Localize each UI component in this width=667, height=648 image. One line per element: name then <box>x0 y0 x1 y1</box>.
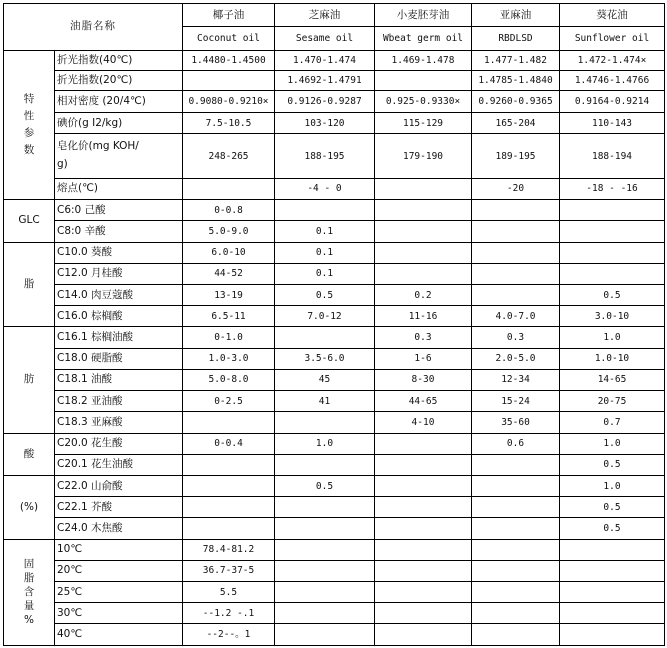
fatty-acid-row <box>4 284 665 305</box>
fatty-acid-row <box>4 242 665 263</box>
oil-en-name: Coconut oil <box>183 27 275 50</box>
fatty-acid-value: 0.2 <box>375 284 472 305</box>
group-label-char: 参 <box>23 126 35 139</box>
temperature-label: 10℃ <box>55 539 183 560</box>
fatty-acid-value: 0.1 <box>275 221 375 242</box>
property-row <box>4 70 665 90</box>
fatty-acid-value <box>275 200 375 221</box>
fatty-acid-value: 0.3 <box>375 327 472 348</box>
table-body <box>4 4 665 646</box>
fatty-acid-value: 8-30 <box>375 369 472 390</box>
temperature-label: 25℃ <box>55 582 183 603</box>
fatty-acid-value: 12-34 <box>472 369 560 390</box>
group-label-char: % <box>24 614 34 627</box>
fatty-acid-value: 4-10 <box>375 412 472 433</box>
fatty-acid-value <box>275 518 375 539</box>
fatty-acid-value <box>375 454 472 475</box>
fatty-acid-row <box>4 200 665 221</box>
property-value: 1.4480-1.4500 <box>183 50 275 70</box>
fatty-acid-label: C22.0 山俞酸 <box>55 475 183 496</box>
fatty-acid-value <box>183 475 275 496</box>
fatty-acid-value <box>275 497 375 518</box>
solid-fat-value <box>275 560 375 581</box>
fatty-acid-row <box>4 412 665 433</box>
group-label-char: 量 <box>23 600 35 613</box>
fatty-acid-value: 0-1.0 <box>183 327 275 348</box>
fatty-acid-value <box>560 263 665 284</box>
property-label-text: 相对密度 (20/4℃) <box>57 95 146 108</box>
property-value: 115-129 <box>375 113 472 134</box>
property-label <box>55 50 183 70</box>
oil-cn-name: 椰子油 <box>183 4 275 27</box>
fatty-acid-value: 1.0 <box>560 433 665 454</box>
fatty-acid-value: 3.5-6.0 <box>275 348 375 369</box>
property-value <box>183 178 275 199</box>
fatty-acid-value: 1.0 <box>560 475 665 496</box>
oil-properties-table <box>3 3 665 646</box>
fatty-acid-value: 15-24 <box>472 391 560 412</box>
fatty-acid-value <box>375 242 472 263</box>
property-row <box>4 134 665 178</box>
solid-fat-value: 36.7-37-5 <box>183 560 275 581</box>
property-value: 1.4746-1.4766 <box>560 70 665 90</box>
oil-en-name: Wbeat germ oil <box>375 27 472 50</box>
property-label-text: 折光指数(40℃) <box>57 53 133 66</box>
fatty-acid-value: 5.0-9.0 <box>183 221 275 242</box>
fatty-acid-value: 0.5 <box>275 284 375 305</box>
property-value: 0.9080-0.9210× <box>183 90 275 112</box>
solid-fat-value <box>472 624 560 646</box>
oil-en-name: RBDLSD <box>472 27 560 50</box>
solid-fat-value <box>560 603 665 624</box>
fatty-acid-value <box>183 518 275 539</box>
fatty-acid-value: 0.5 <box>560 518 665 539</box>
solid-fat-row <box>4 603 665 624</box>
fatty-acid-value: 1.0-3.0 <box>183 348 275 369</box>
fatty-acid-value: 6.5-11 <box>183 306 275 327</box>
fatty-acid-value: 11-16 <box>375 306 472 327</box>
solid-fat-value <box>275 582 375 603</box>
fatty-acid-label: C6:0 己酸 <box>55 200 183 221</box>
property-value: 1.472-1.474× <box>560 50 665 70</box>
fatty-acid-value: 0-2.5 <box>183 391 275 412</box>
fatty-acid-value <box>472 454 560 475</box>
solid-fat-value: --2--。1 <box>183 624 275 646</box>
fatty-acid-value: 1.0 <box>275 433 375 454</box>
fatty-acid-value <box>375 475 472 496</box>
solid-fat-value <box>560 539 665 560</box>
property-label-text-cont: g) <box>57 158 68 171</box>
property-value: 0.925-0.9330× <box>375 90 472 112</box>
fatty-acid-row <box>4 391 665 412</box>
fatty-acid-row <box>4 306 665 327</box>
fatty-acid-label: C18.0 硬脂酸 <box>55 348 183 369</box>
fatty-acid-value <box>375 263 472 284</box>
property-row <box>4 113 665 134</box>
fatty-acid-row <box>4 454 665 475</box>
fatty-acid-value <box>375 497 472 518</box>
fatty-acid-value <box>472 263 560 284</box>
fatty-acid-group-label: 酸 <box>4 433 55 475</box>
property-value: -20 <box>472 178 560 199</box>
property-label-text: 碘价(g I2/kg) <box>57 116 123 129</box>
fatty-acid-value <box>472 518 560 539</box>
property-label <box>55 113 183 134</box>
fatty-acid-value: 0.5 <box>560 497 665 518</box>
fatty-acid-group-label: GLC <box>4 200 55 242</box>
solid-fat-value <box>472 603 560 624</box>
group-label-char: 数 <box>23 143 35 156</box>
solid-fat-row <box>4 624 665 646</box>
fatty-acid-value <box>375 221 472 242</box>
fatty-acid-label: C12.0 月桂酸 <box>55 263 183 284</box>
solid-fat-value <box>375 539 472 560</box>
solid-fat-value <box>472 582 560 603</box>
solid-fat-value <box>560 560 665 581</box>
fatty-acid-label: C8:0 辛酸 <box>55 221 183 242</box>
fatty-acid-label: C10.0 葵酸 <box>55 242 183 263</box>
property-value <box>375 178 472 199</box>
fatty-acid-value: 1.0 <box>560 327 665 348</box>
fatty-acid-row <box>4 369 665 390</box>
solid-fat-value: 78.4-81.2 <box>183 539 275 560</box>
property-row <box>4 50 665 70</box>
property-value: 165-204 <box>472 113 560 134</box>
fatty-acid-value: 0-0.8 <box>183 200 275 221</box>
group-label-char: 特 <box>23 92 35 105</box>
fatty-acid-value: 0.5 <box>560 454 665 475</box>
property-label <box>55 134 183 178</box>
solid-fat-value <box>275 603 375 624</box>
fatty-acid-value: 41 <box>275 391 375 412</box>
fatty-acid-value: 44-65 <box>375 391 472 412</box>
fatty-acid-value: 14-65 <box>560 369 665 390</box>
solid-fat-value <box>472 560 560 581</box>
fatty-acid-value: 1-6 <box>375 348 472 369</box>
fatty-acid-value: 1.0-10 <box>560 348 665 369</box>
property-value: 7.5-10.5 <box>183 113 275 134</box>
solid-fat-group-label <box>4 539 55 645</box>
fatty-acid-value <box>560 221 665 242</box>
fatty-acid-value <box>472 284 560 305</box>
solid-fat-value: 5.5 <box>183 582 275 603</box>
solid-fat-row <box>4 582 665 603</box>
fatty-acid-row <box>4 263 665 284</box>
fatty-acid-value <box>183 412 275 433</box>
fatty-acid-label: C24.0 木焦酸 <box>55 518 183 539</box>
fatty-acid-value <box>275 412 375 433</box>
fatty-acid-value <box>275 327 375 348</box>
property-value: 110-143 <box>560 113 665 134</box>
fatty-acid-value <box>560 200 665 221</box>
fatty-acid-label: C18.1 油酸 <box>55 369 183 390</box>
fatty-acid-value: 4.0-7.0 <box>472 306 560 327</box>
fatty-acid-value: 0.1 <box>275 242 375 263</box>
fatty-acid-value: 2.0-5.0 <box>472 348 560 369</box>
property-value: 248-265 <box>183 134 275 178</box>
temperature-label: 20℃ <box>55 560 183 581</box>
fatty-acid-label: C18.2 亚油酸 <box>55 391 183 412</box>
fatty-acid-value: 20-75 <box>560 391 665 412</box>
property-value: 179-190 <box>375 134 472 178</box>
property-label <box>55 90 183 112</box>
fatty-acid-group-label: (%) <box>4 475 55 539</box>
fatty-acid-value <box>183 497 275 518</box>
fatty-acid-value: 0.6 <box>472 433 560 454</box>
solid-fat-value <box>375 603 472 624</box>
oil-cn-name: 小麦胚芽油 <box>375 4 472 27</box>
fatty-acid-group-label: 肪 <box>4 327 55 433</box>
property-value: 1.4785-1.4840 <box>472 70 560 90</box>
temperature-label: 30℃ <box>55 603 183 624</box>
fatty-acid-row <box>4 327 665 348</box>
fatty-acid-value <box>375 433 472 454</box>
fatty-acid-value <box>275 454 375 475</box>
fatty-acid-value: 0.1 <box>275 263 375 284</box>
fatty-acid-value <box>375 518 472 539</box>
fatty-acid-value: 0.5 <box>560 284 665 305</box>
property-value: 1.469-1.478 <box>375 50 472 70</box>
fatty-acid-row <box>4 433 665 454</box>
property-value: 103-120 <box>275 113 375 134</box>
property-value: 1.4692-1.4791 <box>275 70 375 90</box>
property-label-text: 熔点(℃) <box>57 182 98 195</box>
group-label-char: 固 <box>23 558 35 571</box>
group-label-char: 含 <box>23 586 35 599</box>
fatty-acid-value: 3.0-10 <box>560 306 665 327</box>
property-value <box>375 70 472 90</box>
property-value: 1.470-1.474 <box>275 50 375 70</box>
solid-fat-value <box>275 539 375 560</box>
property-value: 189-195 <box>472 134 560 178</box>
fatty-acid-value: 13-19 <box>183 284 275 305</box>
fatty-acid-value: 45 <box>275 369 375 390</box>
oil-cn-name: 葵花油 <box>560 4 665 27</box>
property-value: 0.9164-0.9214 <box>560 90 665 112</box>
temperature-label: 40℃ <box>55 624 183 646</box>
property-value: 0.9260-0.9365 <box>472 90 560 112</box>
fatty-acid-label: C22.1 芥酸 <box>55 497 183 518</box>
fatty-acid-value: 0.5 <box>275 475 375 496</box>
solid-fat-value <box>560 624 665 646</box>
property-label <box>55 178 183 199</box>
fatty-acid-value: 7.0-12 <box>275 306 375 327</box>
solid-fat-value <box>472 539 560 560</box>
fatty-acid-row <box>4 518 665 539</box>
fatty-acid-value: 0-0.4 <box>183 433 275 454</box>
fatty-acid-label: C18.3 亚麻酸 <box>55 412 183 433</box>
properties-group-label <box>4 50 55 200</box>
fatty-acid-value: 35-60 <box>472 412 560 433</box>
property-label <box>55 70 183 90</box>
fatty-acid-value <box>472 200 560 221</box>
property-value: 0.9126-0.9287 <box>275 90 375 112</box>
property-row <box>4 90 665 112</box>
fatty-acid-value <box>472 475 560 496</box>
fatty-acid-value: 0.7 <box>560 412 665 433</box>
fatty-acid-value: 6.0-10 <box>183 242 275 263</box>
fatty-acid-label: C14.0 肉豆蔻酸 <box>55 284 183 305</box>
solid-fat-value: --1.2 -.1 <box>183 603 275 624</box>
fatty-acid-value <box>183 454 275 475</box>
solid-fat-row <box>4 560 665 581</box>
property-value: 188-194 <box>560 134 665 178</box>
fatty-acid-value <box>472 242 560 263</box>
solid-fat-value <box>560 582 665 603</box>
fatty-acid-value: 5.0-8.0 <box>183 369 275 390</box>
header-row <box>4 4 665 27</box>
oil-name-header: 油脂名称 <box>4 4 183 51</box>
solid-fat-value <box>275 624 375 646</box>
group-label-char: 性 <box>23 109 35 122</box>
fatty-acid-row <box>4 348 665 369</box>
fatty-acid-value: 0.3 <box>472 327 560 348</box>
oil-en-name: Sesame oil <box>275 27 375 50</box>
property-value: -18 - -16 <box>560 178 665 199</box>
solid-fat-row <box>4 539 665 560</box>
property-value: 188-195 <box>275 134 375 178</box>
fatty-acid-group-label: 脂 <box>4 242 55 327</box>
solid-fat-value <box>375 582 472 603</box>
fatty-acid-row <box>4 497 665 518</box>
fatty-acid-label: C16.1 棕榈油酸 <box>55 327 183 348</box>
fatty-acid-label: C20.0 花生酸 <box>55 433 183 454</box>
oil-cn-name: 芝麻油 <box>275 4 375 27</box>
property-value: -4 - 0 <box>275 178 375 199</box>
property-value: 1.477-1.482 <box>472 50 560 70</box>
fatty-acid-value <box>375 200 472 221</box>
fatty-acid-value <box>472 221 560 242</box>
property-row <box>4 178 665 199</box>
fatty-acid-value <box>472 497 560 518</box>
fatty-acid-label: C16.0 棕榈酸 <box>55 306 183 327</box>
property-value <box>183 70 275 90</box>
fatty-acid-row <box>4 221 665 242</box>
oil-cn-name: 亚麻油 <box>472 4 560 27</box>
fatty-acid-value <box>560 242 665 263</box>
property-label-text: 折光指数(20℃) <box>57 73 133 86</box>
oil-en-name: Sunflower oil <box>560 27 665 50</box>
solid-fat-value <box>375 560 472 581</box>
group-label-char: 脂 <box>23 572 35 585</box>
solid-fat-value <box>375 624 472 646</box>
fatty-acid-row <box>4 475 665 496</box>
fatty-acid-label: C20.1 花生油酸 <box>55 454 183 475</box>
fatty-acid-value: 44-52 <box>183 263 275 284</box>
property-label-text: 皂化价(mg KOH/ <box>57 140 139 153</box>
